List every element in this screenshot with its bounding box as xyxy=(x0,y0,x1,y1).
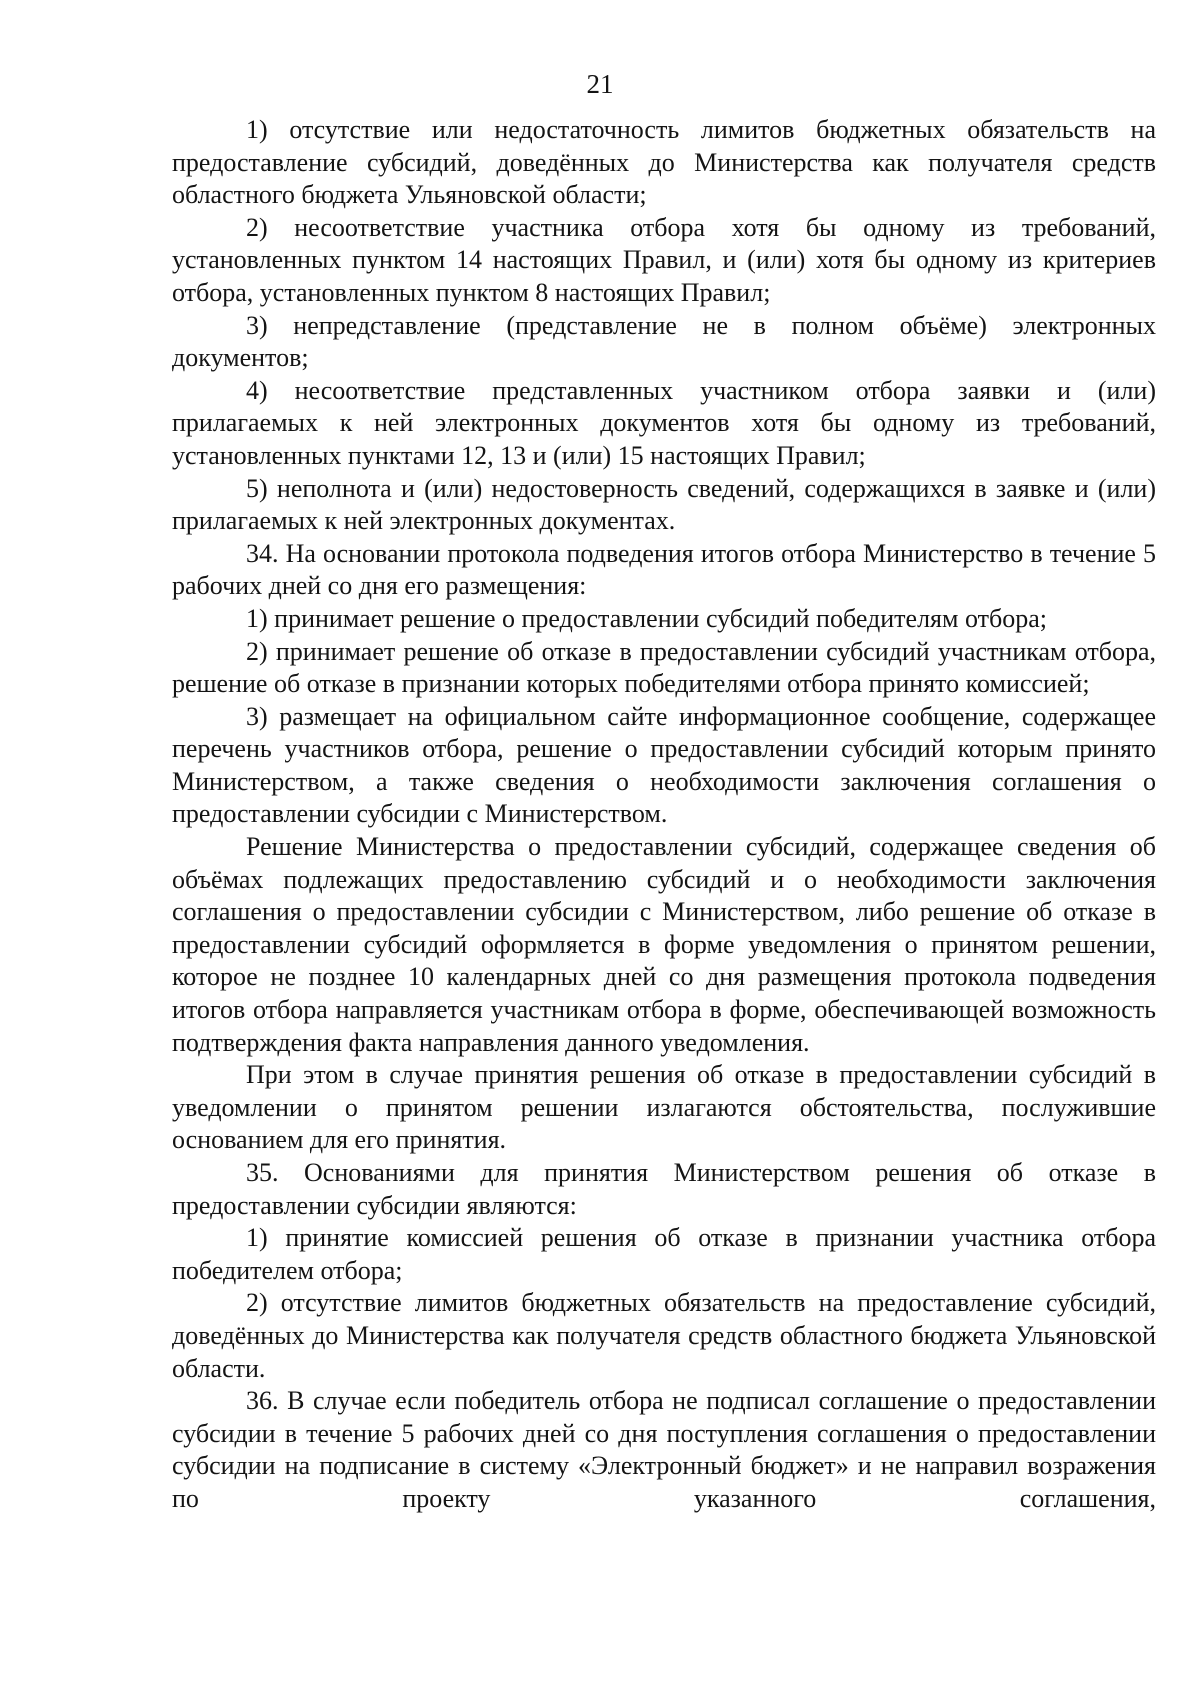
paragraph-item-4-application: 4) несоответствие представленных участником отбора заявки и (или) прилагаемых к ней электронных документов хотя бы одному из требований, установленных пунктами 12, 13 и (или) 15 настоящих Правил; xyxy=(172,375,1156,470)
page-number: 21 xyxy=(586,69,614,99)
paragraph-clause-35: 35. Основаниями для принятия Министерством решения об отказе в предоставлении субсидии являются: xyxy=(172,1158,1156,1220)
paragraph-item-2-requirements: 2) несоответствие участника отбора хотя бы одному из требований, установленных пунктом 14 настоящих Правил, и (или) хотя бы одному из критериев отбора, установленных пунктом 8 настоящих Правил; xyxy=(172,212,1156,307)
paragraph-item-3-documents: 3) непредставление (представление не в полном объёме) электронных документов; xyxy=(172,310,1156,373)
paragraph-clause-35-item-2: 2) отсутствие лимитов бюджетных обязательств на предоставление субсидий, доведённых до Министерства как получателя средств областного бюджета Ульяновской области. xyxy=(172,1288,1156,1383)
paragraph-ministry-decision: Решение Министерства о предоставлении субсидий, содержащее сведения об объёмах подлежащих предоставлению субсидий и о необходимости заключения соглашения о предоставлении субсидии с Министерством, либо решение об отказе в предоставлении субсидий оформляется в форме уведомления о принятом решении, которое не позднее 10 календарных дней со дня размещения протокола подведения итогов отбора направляется участникам отбора в форме, обеспечивающей возможность подтверждения факта направления данного уведомления. xyxy=(172,832,1156,1057)
paragraph-clause-35-item-1: 1) принятие комиссией решения об отказе в признании участника отбора победителем отбора; xyxy=(172,1223,1156,1285)
paragraph-clause-34-item-2: 2) принимает решение об отказе в предоставлении субсидий участникам отбора, решение об отказе в признании которых победителями отбора принято комиссией; xyxy=(172,636,1156,699)
paragraph-clause-34: 34. На основании протокола подведения итогов отбора Министерство в течение 5 рабочих дней со дня его размещения: xyxy=(172,538,1156,601)
paragraph-clause-34-item-1: 1) принимает решение о предоставлении субсидий победителям отбора; xyxy=(246,603,1047,633)
paragraph-item-5-incomplete-info: 5) неполнота и (или) недостоверность сведений, содержащихся в заявке и (или) прилагаемых к ней электронных документах. xyxy=(172,473,1156,536)
document-body xyxy=(172,114,1156,1516)
paragraph-item-1-budget-limits: 1) отсутствие или недостаточность лимитов бюджетных обязательств на предоставление субсидий, доведённых до Министерства как получателя средств областного бюджета Ульяновской области; xyxy=(172,115,1156,210)
paragraph-clause-36: 36. В случае если победитель отбора не подписал соглашение о предоставлении субсидии в течение 5 рабочих дней со дня поступления соглашения о предоставлении субсидии на подписание в систему «Электронный бюджет» и не направил возражения по проекту указанного соглашения, xyxy=(172,1386,1156,1513)
paragraph-clause-34-item-3: 3) размещает на официальном сайте информационное сообщение, содержащее перечень участников отбора, решение о предоставлении субсидий которым принято Министерством, а также сведения о необходимости заключения соглашения о предоставлении субсидии с Министерством. xyxy=(172,701,1156,829)
paragraph-refusal-notice: При этом в случае принятия решения об отказе в предоставлении субсидий в уведомлении о принятом решении излагаются обстоятельства, послужившие основанием для его принятия. xyxy=(172,1060,1156,1155)
